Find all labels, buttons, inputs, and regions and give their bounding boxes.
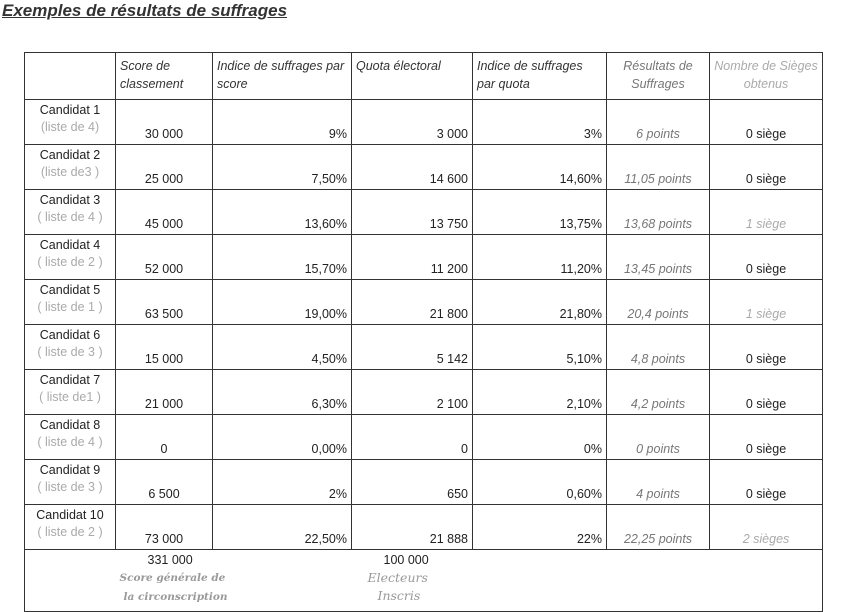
candidate-name: Candidat 8 <box>39 418 101 432</box>
indice-quota-cell: 11,20% <box>473 235 607 280</box>
candidate-cell <box>25 505 116 550</box>
sieges-cell: 0 siège <box>710 460 823 505</box>
sieges-cell: 1 siège <box>710 280 823 325</box>
candidate-cell <box>25 145 116 190</box>
quota-cell: 14 600 <box>352 145 473 190</box>
resultats-cell: 6 points <box>607 100 710 145</box>
header-score: Score de classement <box>116 53 213 100</box>
candidate-cell <box>25 325 116 370</box>
resultats-cell: 13,68 points <box>607 190 710 235</box>
candidate-cell <box>25 370 116 415</box>
candidate-cell <box>25 460 116 505</box>
candidate-list: ( liste de 2 ) <box>37 525 103 539</box>
header-quota: Quota électoral <box>352 53 473 100</box>
indice-quota-cell: 2,10% <box>473 370 607 415</box>
table-row <box>25 190 823 235</box>
resultats-cell: 13,45 points <box>607 235 710 280</box>
sieges-cell: 2 sièges <box>710 505 823 550</box>
footer-row <box>25 550 823 612</box>
indice-score-cell: 2% <box>213 460 352 505</box>
table-row <box>25 505 823 550</box>
indice-score-cell: 19,00% <box>213 280 352 325</box>
header-row <box>25 53 823 100</box>
table-row <box>25 235 823 280</box>
indice-score-cell: 22,50% <box>213 505 352 550</box>
candidate-list: ( liste de 4 ) <box>37 210 103 224</box>
candidate-name: Candidat 1 <box>39 103 101 117</box>
header-resultats: Résultats de Suffrages <box>607 53 710 100</box>
results-table <box>24 52 823 612</box>
candidate-name: Candidat 9 <box>39 463 101 477</box>
score-cell: 6 500 <box>116 460 213 505</box>
candidate-name: Candidat 2 <box>39 148 101 162</box>
indice-quota-cell: 13,75% <box>473 190 607 235</box>
candidate-name: Candidat 4 <box>39 238 101 252</box>
quota-cell: 2 100 <box>352 370 473 415</box>
table-row <box>25 100 823 145</box>
page-title: Exemples de résultats de suffrages <box>2 1 288 20</box>
candidate-name: Candidat 3 <box>39 193 101 207</box>
quota-cell: 3 000 <box>352 100 473 145</box>
score-cell: 45 000 <box>116 190 213 235</box>
quota-cell: 5 142 <box>352 325 473 370</box>
candidate-cell <box>25 235 116 280</box>
indice-quota-cell: 22% <box>473 505 607 550</box>
candidate-name: Candidat 7 <box>39 373 101 387</box>
table-row <box>25 415 823 460</box>
table-row <box>25 145 823 190</box>
sieges-cell: 1 siège <box>710 190 823 235</box>
indice-quota-cell: 0% <box>473 415 607 460</box>
footer-empty-left <box>25 550 116 612</box>
header-indice-score: Indice de suffrages par score <box>213 53 352 100</box>
candidate-list: ( liste de1 ) <box>39 390 101 404</box>
header-corner <box>25 53 116 100</box>
indice-quota-cell: 14,60% <box>473 145 607 190</box>
quota-cell: 650 <box>352 460 473 505</box>
candidate-cell <box>25 100 116 145</box>
indice-score-cell: 9% <box>213 100 352 145</box>
indice-quota-cell: 0,60% <box>473 460 607 505</box>
indice-quota-cell: 5,10% <box>473 325 607 370</box>
score-cell: 25 000 <box>116 145 213 190</box>
candidate-cell <box>25 415 116 460</box>
score-cell: 73 000 <box>116 505 213 550</box>
indice-score-cell: 4,50% <box>213 325 352 370</box>
indice-score-cell: 0,00% <box>213 415 352 460</box>
table-row <box>25 370 823 415</box>
indice-score-cell: 6,30% <box>213 370 352 415</box>
score-cell: 52 000 <box>116 235 213 280</box>
total-score-label-2: la circonscription <box>123 591 228 603</box>
indice-score-cell: 13,60% <box>213 190 352 235</box>
indice-quota-cell: 21,80% <box>473 280 607 325</box>
quota-cell: 13 750 <box>352 190 473 235</box>
resultats-cell: 11,05 points <box>607 145 710 190</box>
candidate-list: (liste de 4) <box>40 120 100 134</box>
footer-total-quota-cell <box>352 550 823 612</box>
quota-cell: 0 <box>352 415 473 460</box>
total-score: 331 000 <box>147 553 193 567</box>
indice-score-cell: 7,50% <box>213 145 352 190</box>
indice-quota-cell: 3% <box>473 100 607 145</box>
candidate-list: (liste de3 ) <box>40 165 100 179</box>
table-row <box>25 325 823 370</box>
candidate-cell <box>25 190 116 235</box>
table-row <box>25 460 823 505</box>
sieges-cell: 0 siège <box>710 415 823 460</box>
header-sieges: Nombre de Sièges obtenus <box>710 53 823 100</box>
resultats-cell: 20,4 points <box>607 280 710 325</box>
resultats-cell: 4,8 points <box>607 325 710 370</box>
footer-total-score-cell <box>116 550 352 612</box>
quota-cell: 21 800 <box>352 280 473 325</box>
table-row <box>25 280 823 325</box>
resultats-cell: 4 points <box>607 460 710 505</box>
total-quota-label-2: Inscris <box>377 588 421 603</box>
candidate-name: Candidat 5 <box>39 283 101 297</box>
sieges-cell: 0 siège <box>710 145 823 190</box>
resultats-cell: 22,25 points <box>607 505 710 550</box>
score-cell: 0 <box>116 415 213 460</box>
candidate-name: Candidat 10 <box>36 508 104 522</box>
quota-cell: 21 888 <box>352 505 473 550</box>
sieges-cell: 0 siège <box>710 235 823 280</box>
resultats-cell: 4,2 points <box>607 370 710 415</box>
candidate-list: ( liste de 4 ) <box>37 435 103 449</box>
total-score-label-1: Score générale de <box>119 572 226 584</box>
score-cell: 63 500 <box>116 280 213 325</box>
candidate-cell <box>25 280 116 325</box>
sieges-cell: 0 siège <box>710 325 823 370</box>
resultats-cell: 0 points <box>607 415 710 460</box>
total-quota: 100 000 <box>383 553 429 567</box>
candidate-list: ( liste de 1 ) <box>37 300 103 314</box>
candidate-list: ( liste de 3 ) <box>37 480 103 494</box>
candidate-list: ( liste de 2 ) <box>37 255 103 269</box>
candidate-list: ( liste de 3 ) <box>37 345 103 359</box>
candidate-name: Candidat 6 <box>39 328 101 342</box>
indice-score-cell: 15,70% <box>213 235 352 280</box>
sieges-cell: 0 siège <box>710 100 823 145</box>
score-cell: 21 000 <box>116 370 213 415</box>
score-cell: 15 000 <box>116 325 213 370</box>
header-indice-quota: Indice de suffrages par quota <box>473 53 607 100</box>
quota-cell: 11 200 <box>352 235 473 280</box>
total-quota-label-1: Electeurs <box>367 570 428 585</box>
sieges-cell: 0 siège <box>710 370 823 415</box>
score-cell: 30 000 <box>116 100 213 145</box>
